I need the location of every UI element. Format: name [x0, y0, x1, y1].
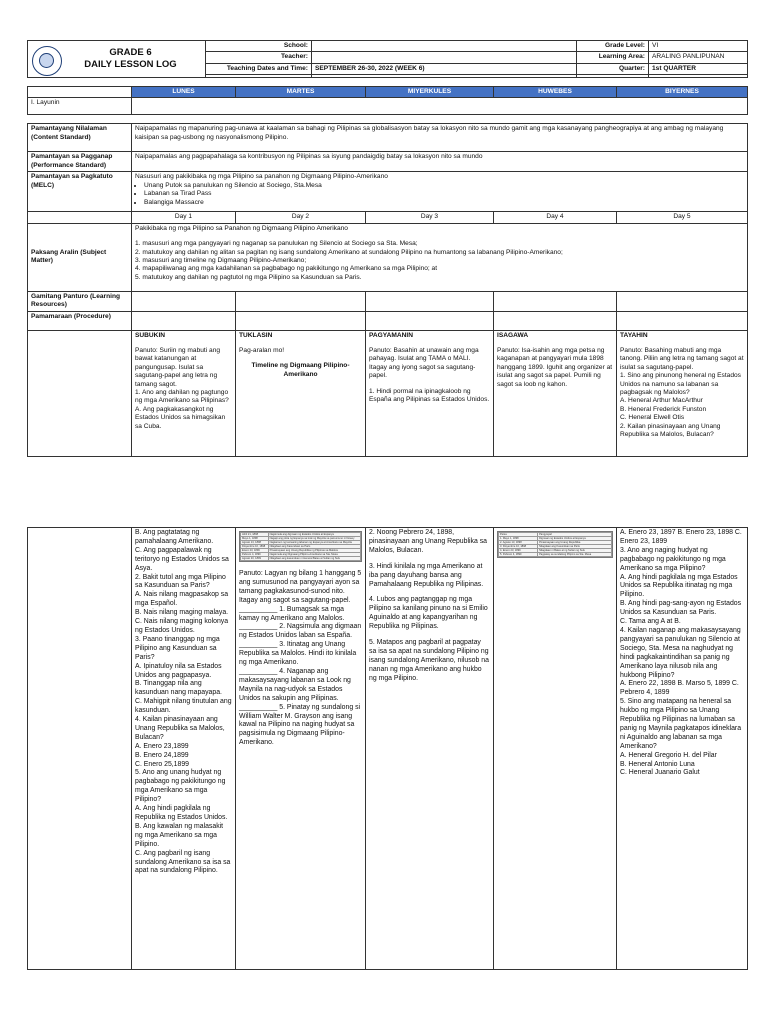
subukin-text: A. Ipinatuloy nila sa Estados Unidos ang pagpapasya. — [135, 662, 222, 679]
pagyamanin-text: 4. Lubos ang pagtanggap ng mga Pilipino sa kanilang pinuno na si Emilio Aguinaldo at ang kapangyarihan ng Republika ng Pilipinas. — [369, 596, 488, 631]
tuklasin-text: __________ 5. Pinatay ng sundalong si William Walter M. Grayson ang isang kawal na Pilipino na naging hudyat sa pagsisimula ng Digmaang Pilipino-Amerikano. — [239, 703, 361, 747]
performance-standard-text: Naipapamalas ang pagpapahalaga sa kontribusyon ng Pilipinas sa isyung pandaigdig batay sa lokasyon nito sa mundo — [132, 152, 748, 172]
tayahin-text: 3. Ano ang naging hudyat ng pagbabago ng pakikitungo ng mga Amerikano sa mga Pilipino? — [620, 546, 726, 572]
header-table — [27, 40, 748, 78]
tayahin-text: A. Ang hindi pagkilala ng mga Estados Unidos sa Republika itinatag ng mga Pilipino. — [620, 573, 738, 599]
subukin-text: A. Ang hindi pagkilala ng Republika ng Estados Unidos. — [135, 805, 228, 821]
objective-item: 3. masusuri ang timeline ng Digmaang Pilipino-Amerikano; — [135, 257, 307, 265]
quarter-label: Quarter: — [577, 63, 649, 74]
phase-pagyamanin: PAGYAMANIN — [369, 331, 413, 339]
subject-matter-label: Paksang Aralin (Subject Matter) — [28, 223, 132, 291]
subukin-text: 5. Ano ang unang hudyat ng pagbabago ng pakikitungo ng mga Amerikano sa mga Pilipino? — [135, 769, 226, 804]
subukin-text: B. Enero 24,1899 — [135, 751, 189, 759]
tuklasin-text: __________ 3. Itinatag ang Unang Republika sa Malolos. Hindi ito kinilala ng mga Amerikano. — [239, 641, 357, 667]
grade-level-value: VI — [649, 41, 748, 52]
dates-value: SEPTEMBER 26-30, 2022 (WEEK 6) — [312, 63, 577, 74]
isagawa-cell-page-2 — [494, 528, 617, 970]
subukin-text: 4. Kailan pinasinayaan ang Unang Republika sa Malolos, Bulacan? — [135, 716, 225, 741]
isagawa-text: Panuto: Isa-isahin ang mga petsa ng kaganapan at pangyayari mula 1898 hanggang 1899. Iguhit ang organizer at isulat ang sagot sa papel. Pumili ng sagot sa loob ng kahon. — [497, 347, 613, 388]
subukin-text: B. Nais nilang maging malaya. — [135, 609, 229, 617]
tayahin-text: C. Heneral Juanario Galut — [620, 769, 700, 777]
day-number-3: Day 3 — [366, 212, 494, 223]
learning-area-label: Learning Area: — [577, 52, 649, 63]
main-table-page-1 — [27, 86, 748, 457]
tayahin-text: Panuto: Basahing mabuti ang mga tanong. Piliin ang letra ng tamang sagot at isulat sa sagutang-papel. — [620, 347, 744, 371]
log-title: DAILY LESSON LOG — [84, 59, 177, 71]
tayahin-text: C. Heneral Elwell Otis — [620, 414, 685, 422]
objective-item: 1. masusuri ang mga pangyayari ng naganap sa panulukan ng Silencio at Sociego sa Sta. Mesa; — [135, 240, 418, 248]
tayahin-text: C. Tama ang A at B. — [620, 618, 681, 626]
day-number-5: Day 5 — [617, 212, 748, 223]
pagyamanin-cell-page-1 — [366, 330, 494, 456]
subukin-text: Panuto: Suriin ng mabuti ang bawat katanungan at pangungusap. Isulat sa sagutang-papel ang letra ng tamang sagot. — [135, 347, 221, 388]
procedure-label: Pamamaraan (Procedure) — [28, 311, 132, 330]
phase-isagawa: ISAGAWA — [497, 331, 529, 339]
subukin-text: 2. Bakit tutol ang mga Pilipino sa Kasunduan sa Paris? — [135, 573, 226, 590]
timeline-heading: Timeline ng Digmaang Pilipino-Amerikano — [251, 362, 350, 378]
subukin-text: A. Enero 23,1899 — [135, 742, 189, 750]
pagyamanin-text: 2. Noong Pebrero 24, 1898, pinasinayaan ang Unang Republika sa Malolos, Bulacan. — [369, 529, 487, 554]
tayahin-text: A. Enero 22, 1898 B. Marso 5, 1899 C. Pebrero 4, 1899 — [620, 680, 739, 697]
subukin-text: B. Ang kawalan ng malasakit ng mga Amerikano sa mga Pilipino. — [135, 822, 224, 848]
phase-tayahin: TAYAHIN — [620, 331, 648, 339]
subukin-cell-page-2 — [132, 528, 236, 970]
subukin-text: A. Ang pagkakasangkot ng Estados Unidos sa himagsikan sa Cuba. — [135, 405, 226, 430]
subukin-text: C. Nais nilang maging kolonya ng Estados Unidos. — [135, 618, 229, 634]
day-header-miyerkules: MIYERKULES — [366, 87, 494, 98]
content-standard-text: Naipapamalas ng mapanuring pag-unawa at kaalaman sa bahagi ng Pilipinas sa globalisasyon batay sa lokasyon nito sa mundo gamit ang mga kasanayang pangheograpiya at ang ambag ng malayang kaisipan sa pag-usbong ng nasyonalismong Pilipino. — [132, 124, 748, 152]
pagyamanin-cell-page-2 — [366, 528, 494, 970]
pagyamanin-text: 5. Matapos ang pagbaril at pagpatay sa isa sa apat na sundalong Pilipino ng isang sundalong Amerikano, nilusob na nanan ng mga Amerikano ang hukbo ng mga Pilipino. — [369, 639, 489, 682]
phase-tuklasin: TUKLASIN — [239, 331, 273, 339]
tayahin-cell-page-2 — [617, 528, 748, 970]
tayahin-text: A. Heneral Gregorio H. del Pilar — [620, 751, 717, 759]
tuklasin-cell-page-1 — [236, 330, 366, 456]
tuklasin-text: __________ 4. Naganap ang makasaysayang labanan sa Look ng Maynila na nag-udyok sa Estados Unidos na sakupin ang Pilipinas. — [239, 667, 351, 702]
pagyamanin-text: 1. Hindi pormal na ipinagkaloob ng España ang Pilipinas sa Estados Unidos. — [369, 387, 490, 404]
learning-resources-label: Gamitang Panturo (Learning Resources) — [28, 291, 132, 311]
day-header-martes: MARTES — [236, 87, 366, 98]
phase-subukin: SUBUKIN — [135, 331, 166, 339]
pagyamanin-text: Panuto: Basahin at unawain ang mga pahayag. Isulat ang TAMA o MALI. Itagay ang iyong sagot sa sagutang-papel. — [369, 347, 479, 380]
performance-standard-label: Pamantayan sa Pagganap (Performance Standard) — [28, 152, 132, 172]
melc-bullet: • Unang Putok sa panulukan ng Silencio at Sociego, Sta.Mesa — [144, 182, 744, 190]
quarter-value: 1st QUARTER — [649, 63, 748, 74]
melc-cell — [132, 172, 748, 212]
melc-text: Nasusuri ang pakikibaka ng mga Pilipino sa panahon ng Digmaang Pilipino-Amerikano — [135, 173, 388, 181]
pagyamanin-text: 3. Hindi kinilala ng mga Amerikano at iba pang dayuhang bansa ang Pamahalaang Republika ng Pilipinas. — [369, 562, 484, 588]
layunin-label: I. Layunin — [28, 98, 132, 115]
day-number-2: Day 2 — [236, 212, 366, 223]
tuklasin-text: __________ 1. Bumagsak sa mga kamay ng Amerikano ang Malolos. — [239, 605, 345, 622]
grade-title: GRADE 6 — [109, 47, 152, 59]
timeline-image: Abril 21, 1898 Nagsimula ang digmaan ng Estados Unidos at Espanya Mayo 1, 1898 Nagapi ang plota ng Espanya sa look ng Maynila sa pamumuno ni Dewey Agosto 13, 1898 Nagkaroon ng kunwaring labanan ng Espanya at Amerikano sa Maynila Disyembre 10, 1898 Nilagdaan ang Kasunduan sa Paris Enero 23, 1899 Pinasinayaan ang Unang Republika ng Pilipinas sa Malolos Pebrero 4, 1899 Nagsimula ang Digmaang Pilipino-Amerikano sa Sta. Mesa Agosto 20, 1899 Nilagdaan ang kasunduan ni Heneral Bates at Sultan ng Sulu — [239, 531, 362, 562]
dates-label: Teaching Dates and Time: — [206, 63, 312, 74]
melc-bullet: • Balangiga Massacre — [144, 199, 744, 207]
tayahin-text: B. Heneral Antonio Luna — [620, 760, 695, 768]
tuklasin-text: Panuto: Lagyan ng bilang 1 hanggang 5 ang sumusunod na pangyayari ayon sa tamang pagkakasunod-sunod nito. Itagay ang sagot sa sagutang-papel. — [239, 570, 362, 604]
subukin-text: C. Ang pagpapalawak ng teritoryo ng Estados Unidos sa Asya. — [135, 546, 229, 572]
subukin-text: C. Mahigpit nilang tinutulan ang kasunduan. — [135, 698, 232, 715]
deped-seal-icon — [32, 46, 62, 76]
subukin-text: A. Nais nilang magpasakop sa mga Español. — [135, 591, 229, 608]
melc-label: Pamantayan sa Pagkatuto (MELC) — [28, 172, 132, 212]
melc-bullet: • Labanan sa Tirad Pass — [144, 190, 744, 198]
content-standard-label: Pamantayang Nilalaman (Content Standard) — [28, 124, 132, 152]
subukin-text: C. Ang pagbaril ng isang sundalong Amerikano sa isa sa apat na sundalong Pilipino. — [135, 849, 231, 875]
objective-item: 4. mapapiliwanag ang mga kadahilanan sa pagbabago ng pakikitungo ng Amerikano sa mga Pilipino; at — [135, 265, 438, 273]
teacher-label: Teacher: — [206, 52, 312, 63]
tayahin-text: B. Ang hindi pag-sang-ayon ng Estados Unidos sa Kasunduan sa Paris. — [620, 600, 742, 617]
school-label: School: — [206, 41, 312, 52]
tayahin-text: 4. Kailan naganap ang makasaysayang pangyayari sa panulukan ng Silencio at Sociego, Sta. Mesa na naghudyat ng hindi pagkakaintindihan sa panig ng Amerikano laya nilusob nila ang hukbong Pilipino? — [620, 626, 741, 679]
grade-level-label: Grade Level: — [577, 41, 649, 52]
teacher-value — [312, 52, 577, 63]
tayahin-text: A. Enero 23, 1897 B. Enero 23, 1898 C. Enero 23, 1899 — [620, 529, 742, 545]
tayahin-text: 1. Sino ang pinunong heneral ng Estados Unidos na namuno sa labanan sa pagbagsak ng Malolos? — [620, 372, 741, 397]
subukin-text: 3. Paano tinanggap ng mga Pilipino ang Kasunduan sa Paris? — [135, 635, 220, 661]
tayahin-text: 2. Kailan pinasinayaan ang Unang Republika sa Malolos, Bulacan? — [620, 422, 721, 439]
tayahin-text: A. Heneral Arthur MacArthur — [620, 397, 703, 405]
subukin-text: C. Enero 25,1899 — [135, 760, 190, 768]
tayahin-text: B. Heneral Frederick Funston — [620, 405, 707, 413]
day-number-4: Day 4 — [494, 212, 617, 223]
isagawa-cell-page-1 — [494, 330, 617, 456]
subukin-text: 1. Ano ang dahilan ng pagtungo ng mga Amerikano sa Pilipinas? — [135, 389, 229, 405]
subukin-cell-page-1 — [132, 330, 236, 456]
day-number-1: Day 1 — [132, 212, 236, 223]
day-header-biyernes: BIYERNES — [617, 87, 748, 98]
objective-item: 2. matutukoy ang dahilan ng alitan sa pagitan ng isang sundalong Amerikano at sundalong Pilipino na humantong sa labanang Pilipino-Amerikano; — [135, 248, 563, 256]
learning-area-value: ARALING PANLIPUNAN — [649, 52, 748, 63]
school-value — [312, 41, 577, 52]
subject-matter-cell — [132, 223, 748, 291]
day-header-lunes: LUNES — [132, 87, 236, 98]
organizer-image: Petsa Pangyayari 1. Mayo 1, 1898 Digmaan ng Estados Unidos at Espanya 2. Agosto 13, 1898 Pinasinayaan ang Unang Republika 3. Disyembre 10, 1898 Nilagdaan ang Kasunduan sa Paris 4. Enero 23, 1899 Nilagdaan ni Bates at ng Sultan ng Sulu 5. Pebrero 4, 1899 Pagpatay sa sundalong Pilipino sa Sta. Mesa — [497, 531, 613, 558]
tayahin-cell-page-1 — [617, 330, 748, 456]
main-table-page-2 — [27, 527, 748, 970]
subukin-text: B. Ang pagtatatag ng pamahalaang Amerikano. — [135, 529, 214, 545]
subject-matter-title: Pakikibaka ng mga Pilipino sa Panahon ng Digmaang Pilipino Amerikano — [135, 224, 348, 232]
tuklasin-text: __________ 2. Nagsimula ang digmaan ng Estados Unidos laban sa España. — [239, 623, 362, 640]
day-header-huwebes: HUWEBES — [494, 87, 617, 98]
tuklasin-intro: Pag-aralan mo! — [239, 347, 285, 355]
subukin-text: B. Tinanggap nila ang kasunduan nang mapayapa. — [135, 680, 222, 697]
tayahin-text: 5. Sino ang matapang na heneral sa hukbo ng mga Pilipino sa Unang Republika ng Pilipinas na lumaban sa panig ng Maynila pagkatapos idineklara ni Aguinaldo ang labanan sa mga Amerikano? — [620, 698, 742, 750]
objective-item: 5. matutukoy ang dahilan ng pagtutol ng mga Pilipino sa Kasunduan sa Paris. — [135, 273, 362, 281]
header-logo-cell — [28, 41, 206, 78]
tuklasin-cell-page-2 — [236, 528, 366, 970]
